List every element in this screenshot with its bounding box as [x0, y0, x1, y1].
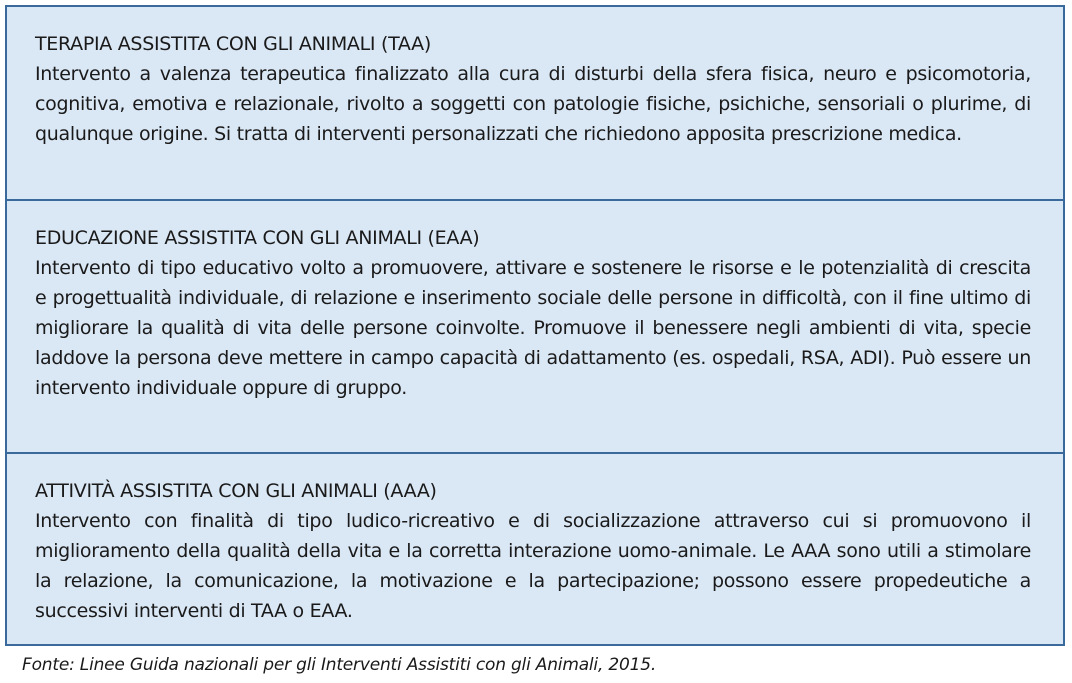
- definitions-table: [5, 5, 1065, 646]
- section-title: ATTIVITÀ ASSISTITA CON GLI ANIMALI (AAA): [35, 480, 437, 502]
- section-taa: [7, 7, 1063, 201]
- section-body: Intervento con finalità di tipo ludico-ricreativo e di socializzazione attraverso cui si promuovono il miglioramento della qualità della vita e la corretta interazione uomo-animale. Le AAA sono utili a stimolare la relazione, la comunicazione, la motivazione e la partecipazione; possono essere propedeutiche a successivi interventi di TAA o EAA.: [35, 510, 1031, 622]
- section-eaa: [7, 201, 1063, 454]
- section-aaa: [7, 454, 1063, 644]
- section-body: Intervento di tipo educativo volto a promuovere, attivare e sostenere le risorse e le potenzialità di crescita e progettualità individuale, di relazione e inserimento sociale delle persone in difficoltà, con il fine ultimo di migliorare la qualità di vita delle persone coinvolte. Promuove il benessere negli ambienti di vita, specie laddove la persona deve mettere in campo capacità di adattamento (es. ospedali, RSA, ADI). Può essere un intervento individuale oppure di gruppo.: [35, 257, 1031, 399]
- section-title: EDUCAZIONE ASSISTITA CON GLI ANIMALI (EAA): [35, 227, 480, 249]
- section-title: TERAPIA ASSISTITA CON GLI ANIMALI (TAA): [35, 33, 431, 55]
- section-body: Intervento a valenza terapeutica finalizzato alla cura di disturbi della sfera fisica, neuro e psicomotoria, cognitiva, emotiva e relazionale, rivolto a soggetti con patologie fisiche, psichiche, sensoriali o plurime, di qualunque origine. Si tratta di interventi personalizzati che richiedono apposita prescrizione medica.: [35, 63, 1031, 145]
- source-caption: Fonte: Linee Guida nazionali per gli Interventi Assistiti con gli Animali, 2015.: [22, 655, 657, 675]
